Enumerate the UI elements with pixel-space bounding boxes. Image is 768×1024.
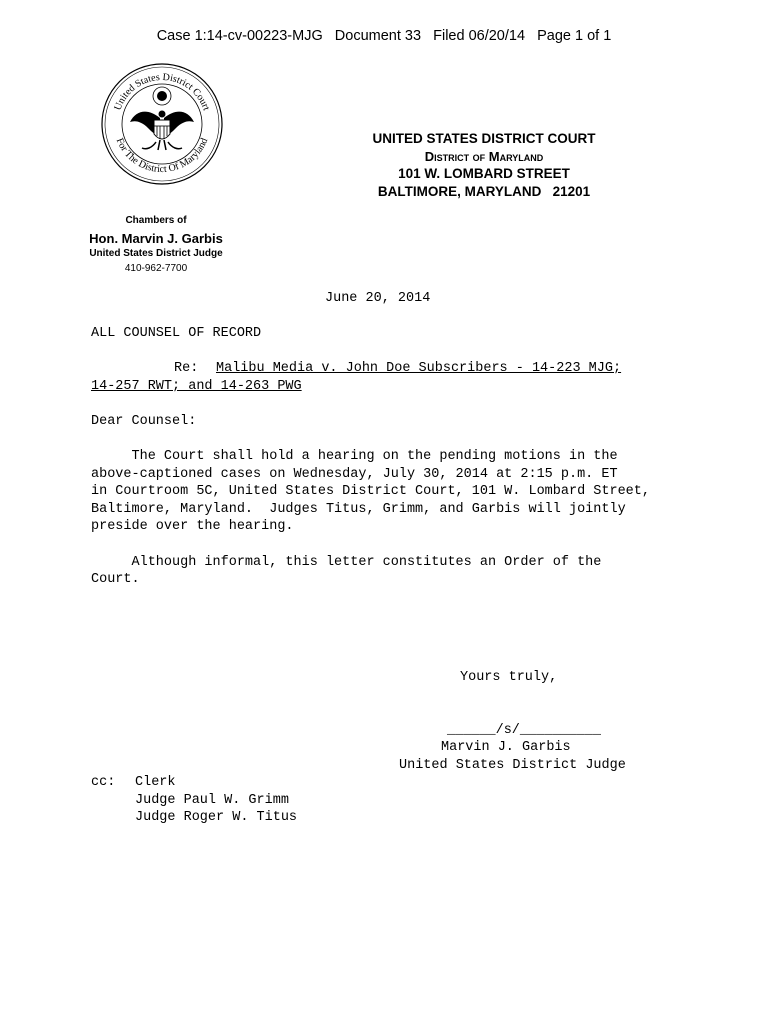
chambers-phone: 410-962-7700 [124,263,188,274]
addressee: ALL COUNSEL OF RECORD [91,326,262,341]
court-seal-icon [100,62,224,186]
re-label: Re: [174,361,199,376]
chambers-label: Chambers of [125,215,187,226]
cc-recipient: Judge Roger W. Titus [135,810,298,825]
signer-title: United States District Judge [399,758,626,773]
signer-name: Marvin J. Garbis [441,740,571,755]
court-city: BALTIMORE, MARYLAND 21201 [377,184,591,199]
court-street: 101 W. LOMBARD STREET [398,166,570,181]
cc-recipient: Judge Paul W. Grimm [135,793,289,808]
cc-label: cc: [91,775,116,790]
salutation: Dear Counsel: [91,414,197,429]
svg-text:For The District Of Maryland [114,137,211,175]
closing: Yours truly, [460,670,558,685]
chambers-judge: Hon. Marvin J. Garbis [89,231,223,246]
re-line-2: 14-257 RWT; and 14-263 PWG [91,379,302,394]
body-p1-line-1: The Court shall hold a hearing on the pending motions in the [91,449,618,464]
court-name: UNITED STATES DISTRICT COURT [372,131,596,146]
seal-bottom-text: For The District Of Maryland [113,136,211,176]
body-p1-line-3: in Courtroom 5C, United States District Court, 101 W. Lombard Street, [91,484,650,499]
letter-date: June 20, 2014 [325,291,431,306]
seal-top-text: United States District Court [112,71,212,113]
body-p2-line-2: Court. [91,572,140,587]
re-line-1: Malibu Media v. John Doe Subscribers - 14-223 MJG; [216,361,622,376]
cc-recipient: Clerk [135,775,176,790]
body-p1-line-5: preside over the hearing. [91,519,294,534]
court-district: District of Maryland [424,149,544,164]
case-header: Case 1:14-cv-00223-MJG Document 33 Filed 06/20/14 Page 1 of 1 [156,28,612,44]
body-p1-line-2: above-captioned cases on Wednesday, July 30, 2014 at 2:15 p.m. ET [91,467,618,482]
chambers-title: United States District Judge [89,248,223,259]
body-p1-line-4: Baltimore, Maryland. Judges Titus, Grimm, and Garbis will jointly [91,502,626,517]
signature-line: ______/s/__________ [447,723,601,738]
body-p2-line-1: Although informal, this letter constitutes an Order of the [91,555,602,570]
